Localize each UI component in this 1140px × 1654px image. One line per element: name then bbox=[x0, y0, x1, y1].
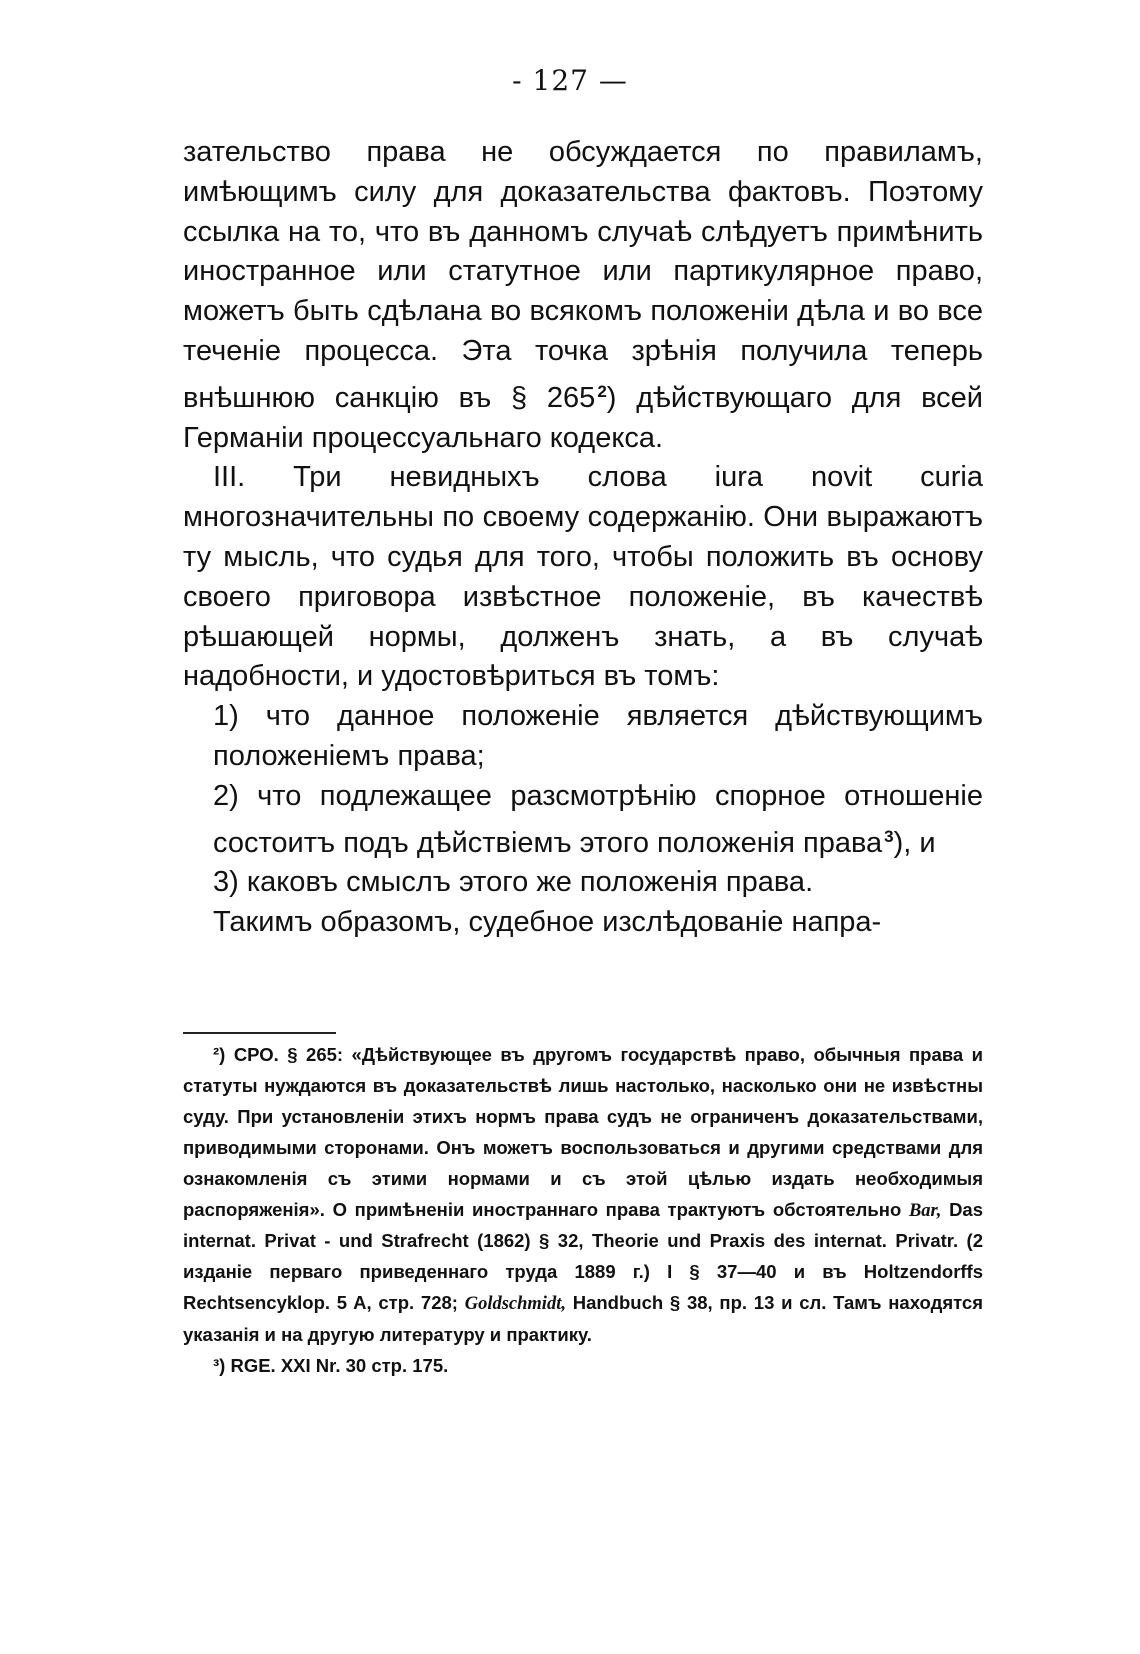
footnote-2-author-goldschmidt: Goldschmidt, bbox=[464, 1294, 566, 1315]
page-number: - 127 — bbox=[512, 64, 628, 97]
footnote-2-author-bar: Bar, bbox=[908, 1200, 942, 1221]
footnote-ref-2: 2 bbox=[597, 381, 607, 401]
footnotes bbox=[183, 1040, 983, 1382]
footnote-ref-3: 3 bbox=[884, 826, 894, 846]
paragraph-1-tail: ) дѣйствующаго для всей Германіи процессуальнаго кодекса. bbox=[183, 381, 983, 454]
list-item-2 bbox=[183, 777, 983, 864]
footnote-3-marker: ³) bbox=[213, 1355, 226, 1377]
footnote-3 bbox=[183, 1351, 983, 1382]
paragraph-1-text: зательство права не обсуждается по правиламъ, имѣющимъ силу для доказательства фактовъ. Поэтому ссылка на то, что въ данномъ случаѣ слѣдуетъ примѣнить иностранное или статутное или партикулярное право, можетъ быть сдѣлана во всякомъ положеніи дѣла и во все теченіе процесса. Эта точка зрѣнія получила теперь внѣшнюю санкцію въ § 265 bbox=[183, 136, 983, 414]
footnote-2-text-c: Handbuch § 38, пр. 13 и сл. Тамъ находятся указанія и на другую литературу и практику. bbox=[183, 1292, 984, 1346]
footnote-2-marker: ²) bbox=[213, 1044, 226, 1065]
footnote-divider bbox=[183, 1032, 336, 1034]
footnote-2-text-b: Das internat. Privat - und Strafrecht (1862) § 32, Theorie und Praxis des internat. Privatr. (2 изданіе перваго приведеннаго труда 1889 г.) I § 37—40 и въ Holtzendorffs Rechtsencyklop. 5 A, стр. 728; bbox=[183, 1198, 984, 1314]
paragraph-3: Такимъ образомъ, судебное изслѣдованіе напра- bbox=[213, 906, 882, 939]
list-item-2-text: 2) что подлежащее разсмотрѣнію спорное отношеніе состоитъ подъ дѣйствіемъ этого положенія права bbox=[213, 779, 983, 859]
list-item-3: 3) каковъ смыслъ этого же положенія права. bbox=[213, 866, 814, 899]
list-item-2-tail: ), и bbox=[893, 826, 936, 859]
list-item-1: 1) что данное положеніе является дѣйствующимъ положеніемъ права; bbox=[213, 700, 983, 772]
footnote-2-text-a: СРО. § 265: «Дѣйствующее въ другомъ государствѣ право, обычныя права и статуты нуждаются въ доказательствѣ лишь настолько, насколько они не извѣстны суду. При установленіи этихъ нормъ права судъ не ограниченъ доказательствами, приводимыми сторонами. Онъ можетъ воспользоваться и другими средствами для ознакомленія съ этими нормами и съ этой цѣлью издать необходимыя распоряженія». О примѣненіи иностраннаго права трактуютъ обстоятельно bbox=[183, 1044, 983, 1220]
paragraph-1 bbox=[183, 133, 983, 458]
footnote-2 bbox=[183, 1040, 983, 1351]
main-text bbox=[183, 133, 983, 943]
paragraph-2: III. Три невидныхъ слова iura novit curia многозначительны по своему содержанію. Они выражаютъ ту мысль, что судья для того, чтобы положить въ основу своего приговора извѣстное положеніе, въ качествѣ рѣшающей нормы, долженъ знать, а въ случаѣ надобности, и удостовѣриться въ томъ: bbox=[183, 461, 983, 693]
footnote-3-text: RGE. XXI Nr. 30 стр. 175. bbox=[230, 1355, 449, 1377]
